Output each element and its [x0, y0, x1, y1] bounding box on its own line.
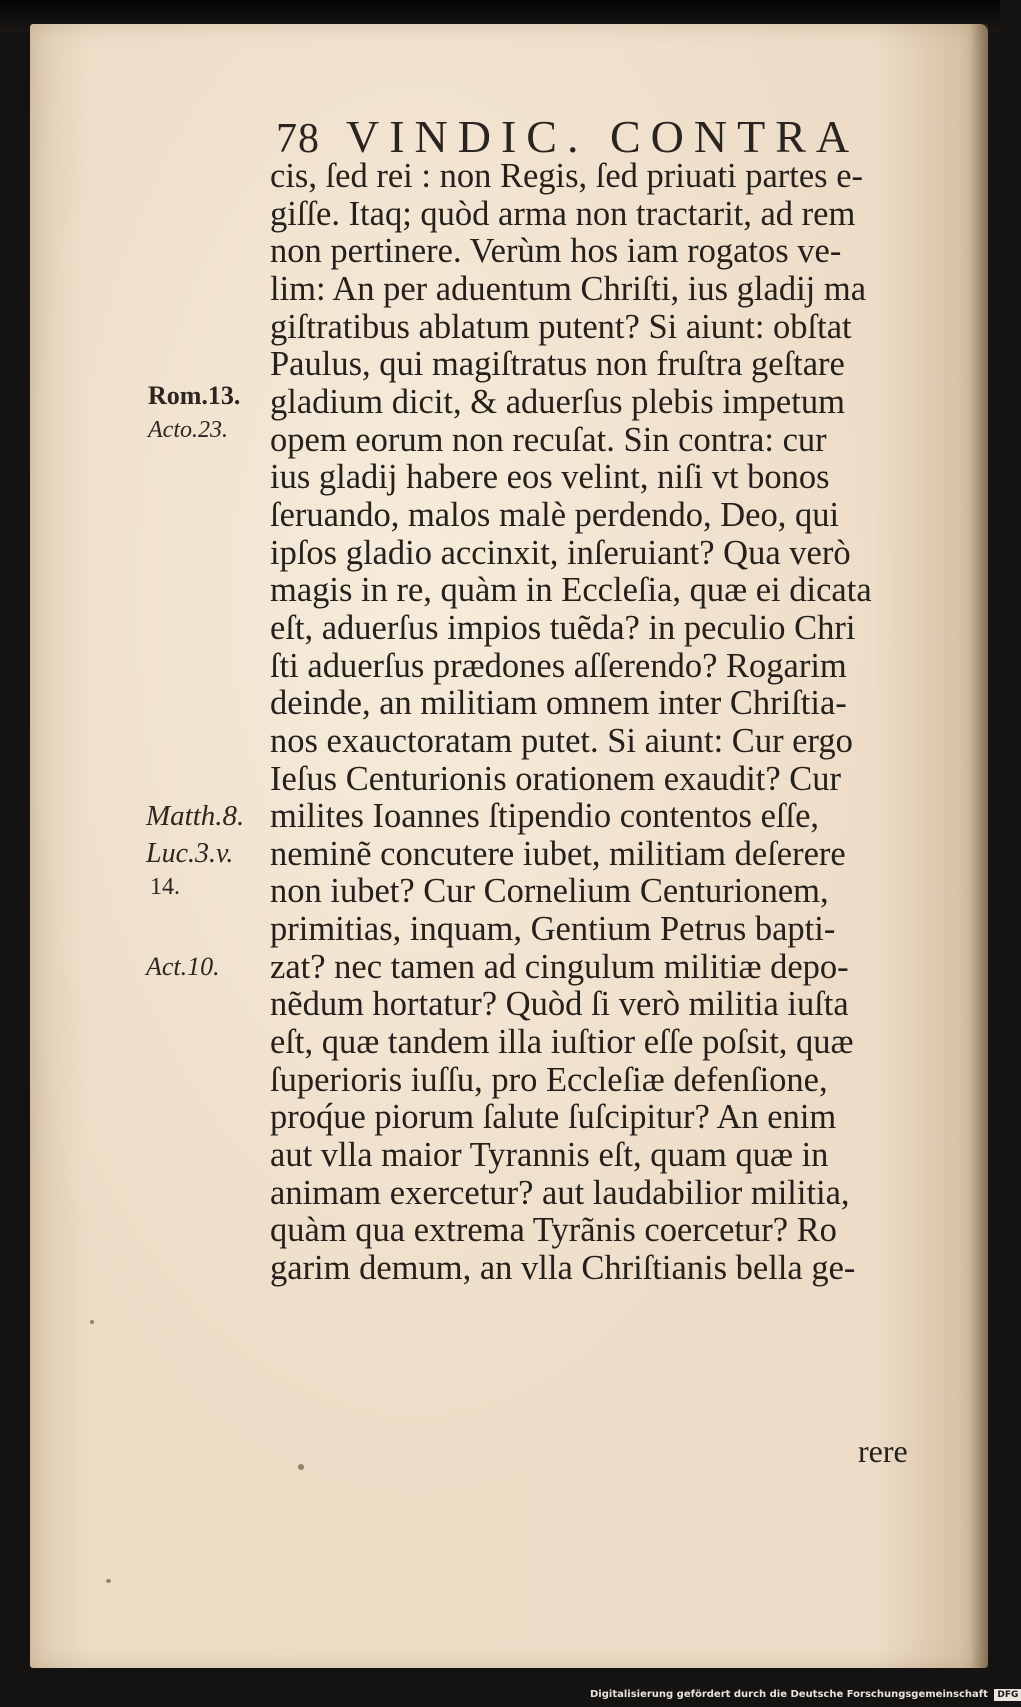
text-line: animam exercetur? aut laudabilior militia, — [270, 1173, 850, 1212]
text-line: ipſos gladio accinxit, inſeruiant? Qua verò — [270, 533, 851, 572]
text-line: milites Ioannes ſtipendio contentos eſſe, — [270, 797, 820, 836]
margin-note-verse: 14. — [150, 874, 180, 900]
text-line: eſt, aduerſus impios tuẽda? in peculio Chri — [270, 608, 856, 647]
paper-speck — [90, 1320, 94, 1324]
text-line: primitias, inquam, Gentium Petrus bapti- — [270, 910, 836, 949]
body-text — [270, 158, 920, 1288]
margin-note-matth: Matth.8. — [146, 800, 245, 832]
page-number: 78 — [276, 116, 320, 162]
text-line: Ieſus Centurionis orationem exaudit? Cur — [270, 759, 842, 798]
text-line: aut vlla maior Tyrannis eſt, quam quæ in — [270, 1136, 829, 1175]
text-line: proq́ue piorum ſalute ſuſcipitur? An enim — [270, 1098, 837, 1137]
margin-note-act: Act.10. — [146, 952, 220, 981]
dfg-logo: DFG — [994, 1689, 1021, 1701]
text-line: ius gladij habere eos velint, niſi vt bonos — [270, 458, 830, 497]
page-header — [276, 110, 859, 163]
catchword: rere — [858, 1433, 908, 1469]
text-line: non iubet? Cur Cornelium Centurionem, — [270, 872, 829, 911]
text-line: Paulus, qui magiſtratus non fruſtra geſtare — [270, 345, 845, 384]
text-line: lim: An per aduentum Chriſti, ius gladij ma — [270, 269, 867, 308]
text-line: nos exauctoratam putet. Si aiunt: Cur ergo — [270, 721, 853, 760]
text-line: ſuperioris iuſſu, pro Eccleſiæ defenſione, — [270, 1060, 828, 1099]
text-line: deinde, an militiam omnem inter Chriſtia- — [270, 684, 847, 723]
page-gutter-shadow — [970, 24, 988, 1668]
text-line: opem eorum non recuſat. Sin contra: cur — [270, 420, 827, 459]
text-line: cis, ſed rei : non Regis, ſed priuati partes e- — [270, 157, 864, 195]
text-line: eſt, quæ tandem illa iuſtior eſſe poſsit, quæ — [270, 1023, 854, 1062]
text-line: ſeruando, malos malè perdendo, Deo, qui — [270, 495, 840, 534]
text-line: non pertinere. Verùm hos iam rogatos ve- — [270, 232, 842, 271]
text-line: gladium dicit, & aduerſus plebis impetum — [270, 382, 845, 421]
margin-note-acto: Acto.23. — [148, 417, 228, 443]
digitization-credit — [590, 1689, 1021, 1701]
text-line: zat? nec tamen ad cingulum militiæ depo- — [270, 947, 849, 986]
text-line: ſti aduerſus prædones aſſerendo? Rogarim — [270, 646, 847, 685]
text-line: neminẽ concutere iubet, militiam deſerere — [270, 834, 846, 873]
text-line: giſſe. Itaq; quòd arma non tractarit, ad rem — [270, 194, 856, 233]
text-line: magis in re, quàm in Eccleſia, quæ ei dicata — [270, 571, 872, 610]
text-line: giſtratibus ablatum putent? Si aiunt: obſtat — [270, 307, 852, 346]
margin-note-luc: Luc.3.v. — [146, 838, 234, 869]
text-line: nẽdum hortatur? Quòd ſi verò militia iuſta — [270, 985, 849, 1024]
running-title: VINDIC. CONTRA — [346, 111, 860, 162]
text-line: garim demum, an vlla Chriſtianis bella ge- — [270, 1249, 856, 1288]
paper-speck — [298, 1464, 304, 1470]
margin-note-rom: Rom.13. — [148, 381, 241, 410]
paper-speck — [106, 1579, 111, 1583]
credit-text: Digitalisierung gefördert durch die Deutsche Forschungsgemeinschaft — [590, 1689, 988, 1700]
text-line: quàm qua extrema Tyrãnis coercetur? Ro — [270, 1211, 837, 1250]
